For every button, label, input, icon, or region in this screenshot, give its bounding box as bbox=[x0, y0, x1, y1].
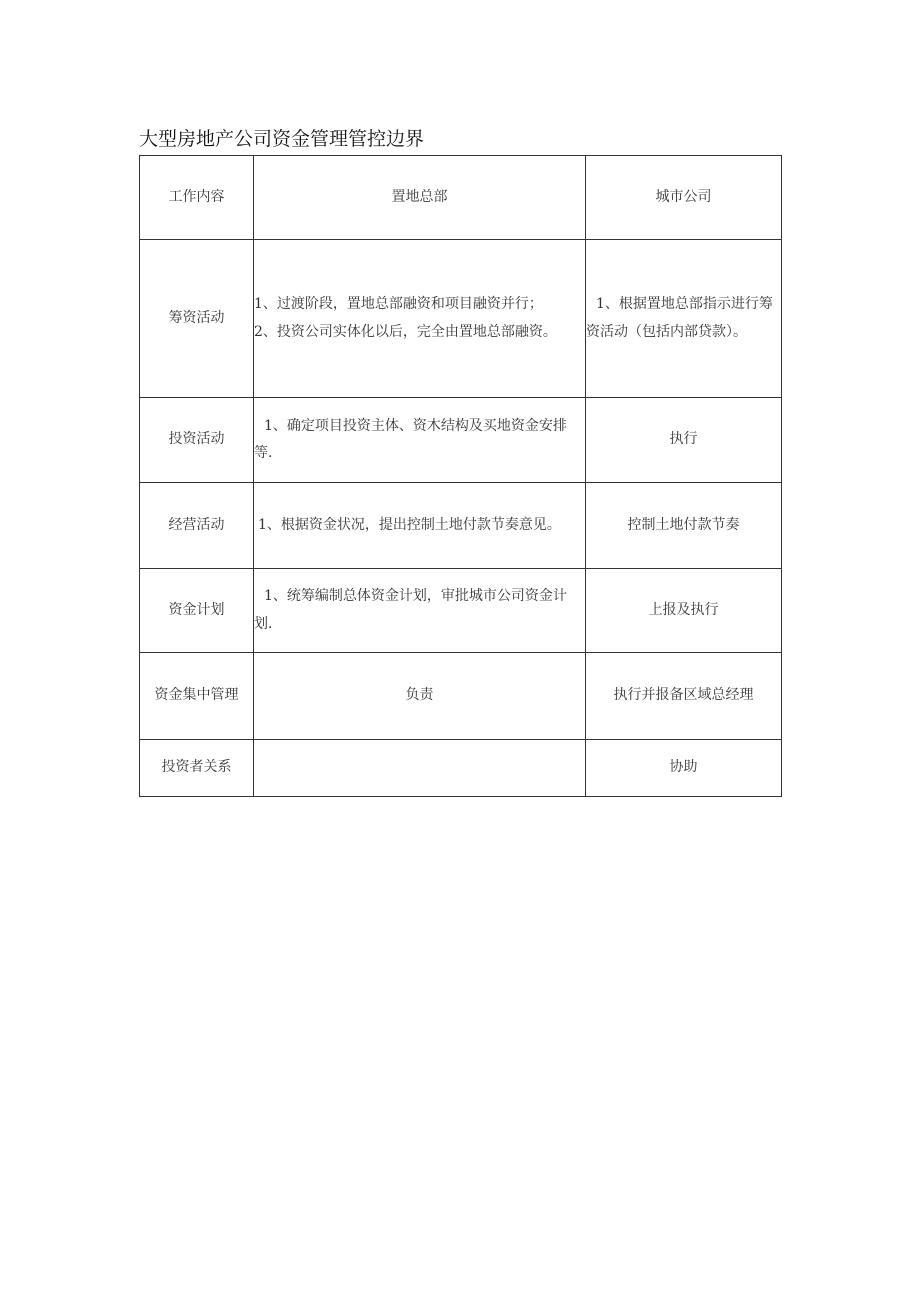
row-item: 筹资活动 bbox=[140, 240, 254, 398]
hq-cell bbox=[254, 569, 586, 653]
table-row bbox=[140, 653, 782, 740]
header-work-content: 工作内容 bbox=[140, 156, 254, 240]
row-item-text: 资金集中管理 bbox=[154, 687, 239, 704]
city-text: 1、根据置地总部指示进行筹资活动（包括内部贷款）。 bbox=[586, 296, 773, 340]
hq-cell bbox=[254, 240, 586, 398]
city-cell bbox=[586, 240, 782, 398]
hq-line: 1、确定项目投资主体、资木结构及买地资金安排等. bbox=[254, 417, 567, 461]
city-text: 执行 bbox=[586, 398, 782, 483]
hq-line bbox=[254, 740, 586, 797]
row-item bbox=[140, 653, 254, 740]
hq-line: 1、统筹编制总体资金计划，审批城市公司资金计划. bbox=[254, 588, 567, 632]
hq-line: 1、过渡阶段，置地总部融资和项目融资并行； bbox=[254, 296, 543, 313]
hq-cell bbox=[254, 483, 586, 569]
hq-line: 负责 bbox=[254, 653, 586, 740]
header-city-company: 城市公司 bbox=[586, 156, 782, 240]
hq-line: 1、根据资金状况，提出控制土地付款节奏意见。 bbox=[258, 516, 561, 533]
document-title: 大型房地产公司资金管理管控边界 bbox=[139, 128, 425, 150]
hq-cell bbox=[254, 398, 586, 483]
city-text: 上报及执行 bbox=[586, 569, 782, 653]
city-text: 执行并报备区域总经理 bbox=[586, 653, 782, 740]
row-item: 投资活动 bbox=[140, 398, 254, 483]
table-row bbox=[140, 740, 782, 797]
table-row bbox=[140, 569, 782, 653]
row-item: 资金计划 bbox=[140, 569, 254, 653]
row-item: 投资者关系 bbox=[140, 740, 254, 797]
header-hq: 置地总部 bbox=[254, 156, 586, 240]
table-row bbox=[140, 483, 782, 569]
city-text: 协助 bbox=[586, 740, 782, 797]
row-item: 经营活动 bbox=[140, 483, 254, 569]
hq-line: 2、投资公司实体化以后，完全由置地总部融资。 bbox=[254, 323, 557, 340]
table-header-row bbox=[140, 156, 782, 240]
control-boundary-table bbox=[139, 155, 782, 797]
table-row bbox=[140, 398, 782, 483]
table-row bbox=[140, 240, 782, 398]
city-text: 控制土地付款节奏 bbox=[586, 483, 782, 569]
